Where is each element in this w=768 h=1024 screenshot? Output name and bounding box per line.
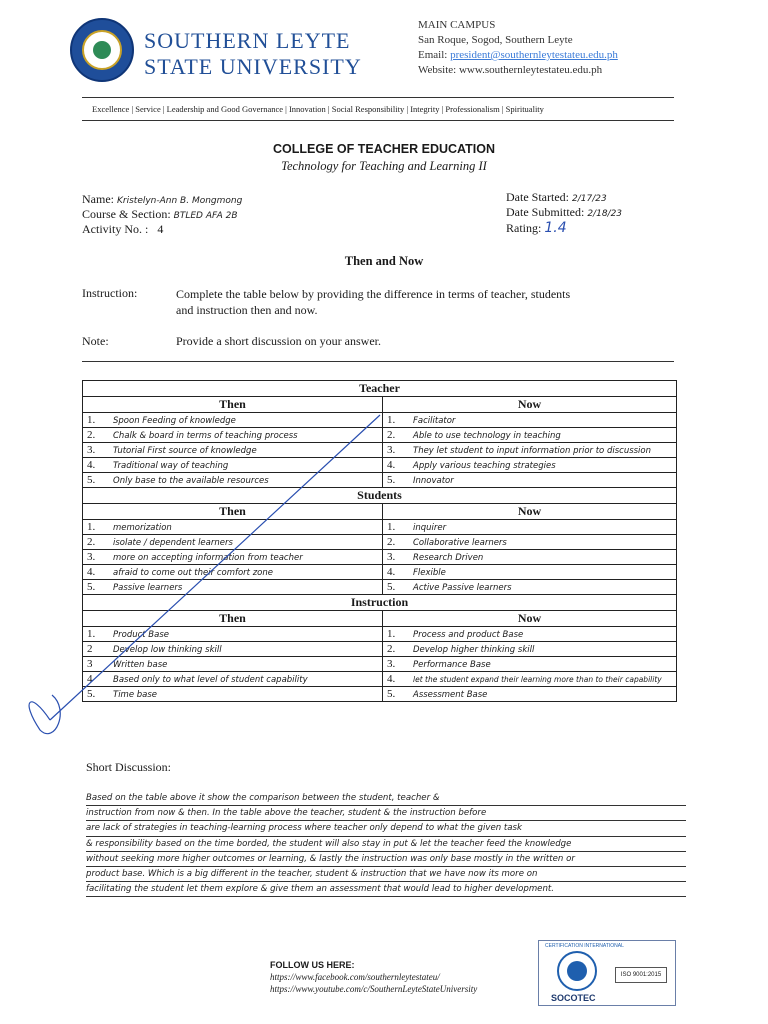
campus-address: San Roque, Sogod, Southern Leyte (418, 34, 573, 46)
university-name-line1: SOUTHERN LEYTE (144, 28, 351, 53)
discussion-line: facilitating the student let them explore & give them an assessment that would lead to higher development. (86, 882, 686, 897)
footer-social (270, 959, 477, 995)
table-row: 5. Passive learners 5. Active Passive learners (83, 580, 677, 595)
email-link[interactable]: president@southernleytestateu.edu.ph (450, 49, 618, 61)
now-header: Now (383, 397, 677, 413)
activity-title: Then and Now (344, 254, 424, 268)
iso-label: ISO 9001:2015 (615, 967, 667, 983)
university-name-line2: STATE UNIVERSITY (144, 54, 362, 79)
discussion-line: & responsibility based on the time borded, the student will also stay in put & let the teacher feed the knowledge (86, 837, 686, 852)
then-header: Then (83, 611, 383, 627)
college-title: COLLEGE OF TEACHER EDUCATION (273, 142, 495, 156)
note-label: Note: (82, 334, 109, 348)
table-row: 3. more on accepting information from teacher 3. Research Driven (83, 550, 677, 565)
campus-email: Email: president@southernleytestateu.edu.ph (418, 49, 618, 61)
now-header: Now (383, 611, 677, 627)
section-title: Students (83, 488, 677, 504)
campus-title: MAIN CAMPUS (418, 19, 496, 31)
certification-ring-label: CERTIFICATION INTERNATIONAL (545, 943, 624, 949)
discussion-label: Short Discussion: (86, 760, 172, 774)
table-row: 1. Product Base 1. Process and product Base (83, 627, 677, 642)
campus-website: Website: www.southernleytestateu.edu.ph (418, 64, 603, 76)
table-row: 4. Traditional way of teaching 4. Apply various teaching strategies (83, 458, 677, 473)
discussion-line: instruction from now & then. In the table above the teacher, student & the instruction before (86, 806, 686, 821)
university-seal-logo (70, 18, 134, 82)
date-submitted-field: Date Submitted: 2/18/23 (506, 205, 623, 219)
instruction-text: Complete the table below by providing the difference in terms of teacher, students and instruction then and now. (176, 287, 571, 317)
section-title: Teacher (83, 381, 677, 397)
table-row: 4. afraid to come out their comfort zone 4. Flexible (83, 565, 677, 580)
activity-field: Activity No. : 4 (82, 222, 164, 236)
table-row: 5. Only base to the available resources 5. Innovator (83, 473, 677, 488)
section-title: Instruction (83, 595, 677, 611)
header-divider (82, 97, 674, 98)
discussion-line: without seeking more higher outcomes or learning, & lastly the instruction was only base mostly in the written or (86, 852, 686, 867)
table-row: 2. isolate / dependent learners 2. Collaborative learners (83, 535, 677, 550)
date-started-field: Date Started: 2/17/23 (506, 190, 607, 204)
socotec-certification-badge (538, 940, 676, 1006)
discussion-line: product base. Which is a big different in the teacher, student & instruction that we have now its more on (86, 867, 686, 882)
table-row: 1. Spoon Feeding of knowledge 1. Facilitator (83, 413, 677, 428)
table-row: 3. Tutorial First source of knowledge 3. They let student to input information prior to discussion (83, 443, 677, 458)
table-row: 1. memorization 1. inquirer (83, 520, 677, 535)
facebook-link[interactable]: https://www.facebook.com/southernleytestateu/ (270, 972, 440, 982)
certification-ring-icon (557, 951, 597, 991)
name-field: Name: Kristelyn-Ann B. Mongmong (82, 192, 243, 206)
socotec-label: SOCOTEC (551, 993, 596, 1003)
then-header: Then (83, 504, 383, 520)
rating-field: Rating: 1.4 (506, 220, 567, 236)
discussion-text (86, 791, 686, 897)
table-row: 5. Time base 5. Assessment Base (83, 687, 677, 702)
campus-info (418, 18, 618, 78)
course-title: Technology for Teaching and Learning II (281, 159, 487, 173)
then-header: Then (83, 397, 383, 413)
table-row: 2. Chalk & board in terms of teaching process 2. Able to use technology in teaching (83, 428, 677, 443)
table-row: 3 Written base 3. Performance Base (83, 657, 677, 672)
course-section-field: Course & Section: BTLED AFA 2B (82, 207, 238, 221)
discussion-line: Based on the table above it show the comparison between the student, teacher & (86, 791, 686, 806)
discussion-line: are lack of strategies in teaching-learning process where teacher only depend to what the given task (86, 821, 686, 836)
check-mark-annotation (10, 400, 410, 750)
table-row: 2 Develop low thinking skill 2. Develop higher thinking skill (83, 642, 677, 657)
note-text: Provide a short discussion on your answer. (176, 334, 381, 348)
core-values: Excellence | Service | Leadership and Good Governance | Innovation | Social Responsibility | Integrity | Professionalism | Spirituality (92, 104, 544, 114)
youtube-link[interactable]: https://www.youtube.com/c/SouthernLeyteStateUniversity (270, 984, 478, 994)
instruction-label: Instruction: (82, 286, 138, 300)
now-header: Now (383, 504, 677, 520)
values-divider (82, 120, 674, 121)
table-row: 4 Based only to what level of student capability 4. let the student expand their learning more than to their capability (83, 672, 677, 687)
follow-label: FOLLOW US HERE: (270, 960, 355, 970)
note-divider (82, 361, 674, 362)
